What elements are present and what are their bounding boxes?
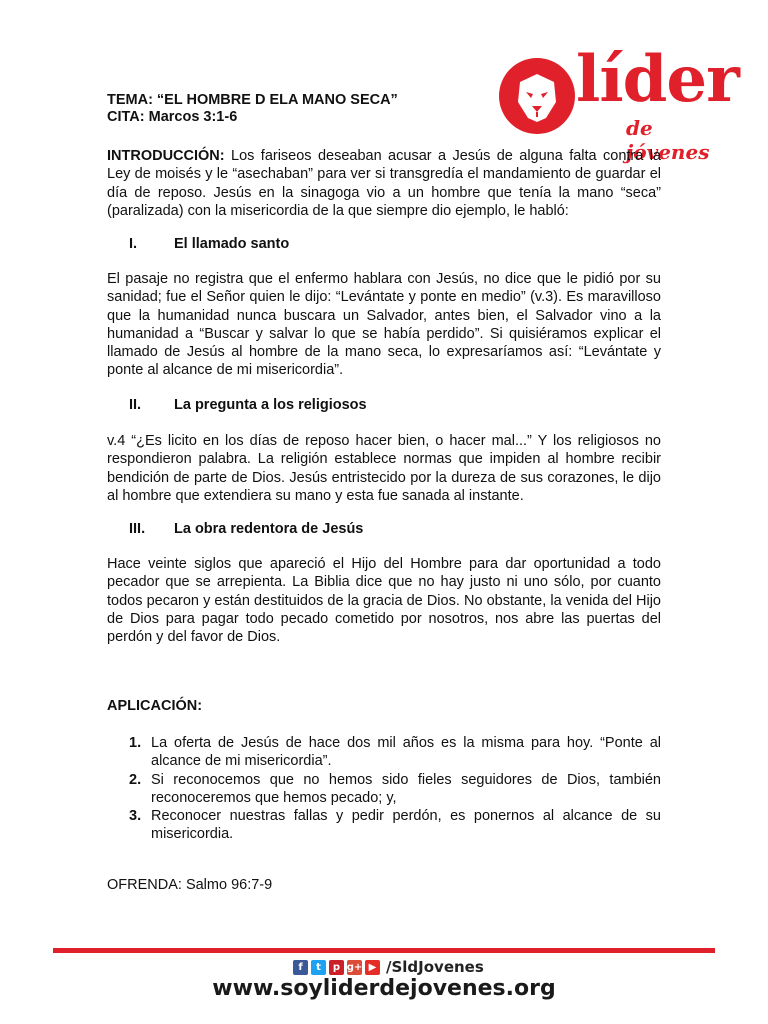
section-paragraph-2: v.4 “¿Es licito en los días de reposo hacer bien, o hacer mal...” Y los religiosos no respondieron palabra. La religión establece normas que impiden al hombre recibir bendición de parte de Dios. Jesús entristecido por la dureza de sus corazones, le dijo al hombre que extendiera su mano y esta fue sanada al instante. [107, 433, 661, 504]
list-number: 3. [129, 808, 142, 825]
aplicacion-heading: APLICACIÓN: [107, 698, 203, 714]
list-text: Reconocer nuestras fallas y pedir perdón, es ponernos al alcance de su misericordia. [151, 808, 661, 843]
facebook-icon[interactable]: f [293, 960, 308, 975]
aplicacion-list [129, 734, 661, 844]
section-number: I. [129, 236, 138, 252]
section-number: II. [129, 397, 142, 413]
list-number: 2. [129, 771, 142, 788]
list-item [129, 771, 661, 808]
logo-subtitle: de jóvenes [626, 116, 710, 164]
cita-heading: CITA: Marcos 3:1-6 [107, 109, 238, 125]
section-paragraph-3: Hace veinte siglos que apareció el Hijo del Hombre para dar oportunidad a todo pecador que se arrepienta. La Biblia dice que no hay justo ni uno sólo, por cuanto todos pecaron y están destituidos de la gracia de Dios. No obstante, la venida del Hijo de Dios para pagar todo pecado cometido por nosotros, nos abre las puertas del perdón y del favor de Dios. [107, 556, 661, 646]
website-link[interactable]: www.soyliderdejovenes.org [212, 976, 556, 1001]
brand-logo [498, 42, 739, 164]
introduccion-paragraph [107, 147, 661, 220]
logo-wordmark: líder [576, 42, 739, 117]
section-heading-3 [129, 521, 363, 537]
tema-heading: TEMA: “EL HOMBRE D ELA MANO SECA” [107, 92, 398, 108]
social-links [293, 958, 484, 976]
introduccion-label: INTRODUCCIÓN: [107, 148, 225, 164]
introduccion-text: Los fariseos deseaban acusar a Jesús de alguna falta contra la Ley de moisés y le “asechaban” para ver si transgredía el mandamiento de guardar el día de reposo. Jesús en la sinagoga vio a un hombre que tenía la mano “seca” (paralizada) con la misericordia de la que siempre dio ejemplo, le habló: [107, 148, 661, 219]
youtube-icon[interactable]: ▶ [365, 960, 380, 975]
list-text: La oferta de Jesús de hace dos mil años es la misma para hoy. “Ponte al alcance de mi misericordia”. [151, 735, 661, 770]
pinterest-icon[interactable]: p [329, 960, 344, 975]
section-heading-1 [129, 236, 289, 252]
section-paragraph-1: El pasaje no registra que el enfermo hablara con Jesús, no dice que le pidió por su sanidad; fue el Señor quien le dijo: “Levántate y ponte en medio” (v.3). Es maravilloso que la humanidad nunca buscara un Salvador, antes bien, el Salvador vino a la humanidad a “Buscar y salvar lo que se había perdido”. Si quisiéramos explicar el llamado de Jesús al hombre de la mano seca, lo expresaríamos así: “Levántate y ponte al alcance de mi misericordia”. [107, 271, 661, 379]
section-title: La pregunta a los religiosos [174, 397, 367, 413]
list-item [129, 807, 661, 844]
list-item [129, 734, 661, 771]
twitter-icon[interactable]: t [311, 960, 326, 975]
list-number: 1. [129, 735, 142, 751]
lion-icon [498, 52, 576, 138]
googleplus-icon[interactable]: g+ [346, 961, 363, 973]
section-number: III. [129, 521, 146, 537]
social-handle[interactable]: /SldJovenes [386, 958, 484, 976]
list-text: Si reconocemos que no hemos sido fieles seguidores de Dios, también reconoceremos que hemos pecado; y, [151, 771, 661, 806]
footer-divider [53, 948, 715, 953]
section-title: La obra redentora de Jesús [174, 521, 364, 537]
section-heading-2 [129, 397, 367, 413]
section-title: El llamado santo [174, 236, 290, 252]
ofrenda-line: OFRENDA: Salmo 96:7-9 [107, 877, 273, 893]
